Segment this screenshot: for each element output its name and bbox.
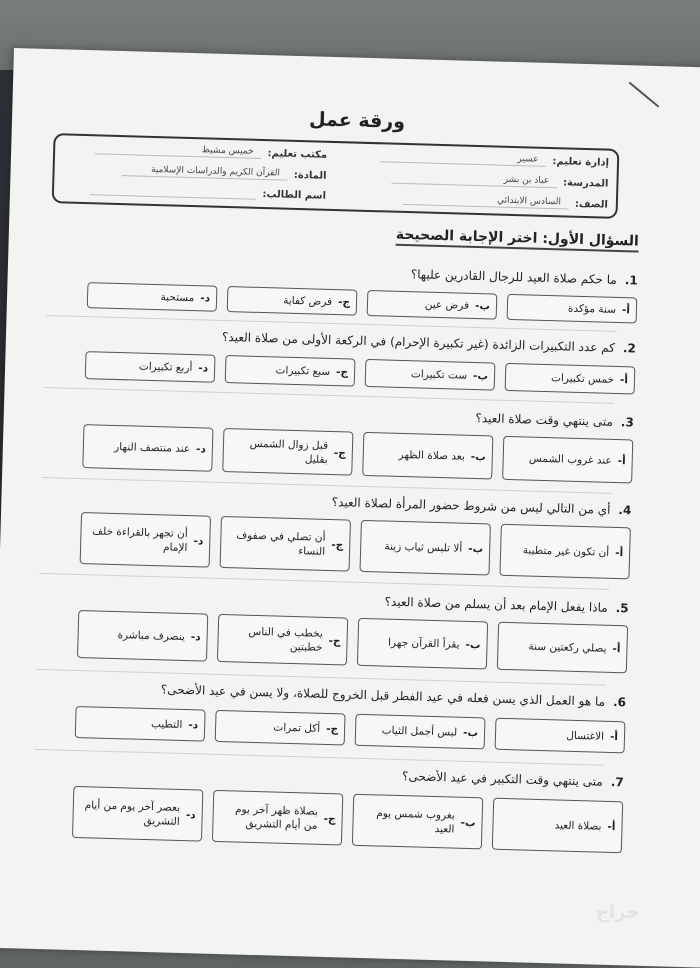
question-number: 5. bbox=[615, 601, 629, 616]
education-admin-value: عسير bbox=[380, 150, 546, 167]
option-letter: د- bbox=[193, 535, 204, 548]
education-office-value: خميس مشيط bbox=[96, 142, 262, 159]
option-text: لبس أجمل الثياب bbox=[381, 724, 458, 739]
option-text: يقرأ القرآن جهرا bbox=[387, 636, 460, 651]
student-name-value[interactable] bbox=[90, 193, 256, 200]
option-b[interactable] bbox=[355, 714, 486, 750]
option-letter: د- bbox=[198, 362, 209, 375]
option-letter: د- bbox=[190, 631, 201, 644]
options-row-6 bbox=[75, 706, 626, 753]
options-row-7 bbox=[72, 786, 623, 853]
question-text: ما حكم صلاة العيد للرجال القادرين عليها؟ bbox=[410, 267, 618, 287]
option-letter: ج- bbox=[328, 634, 341, 648]
subject-label: المادة: bbox=[293, 169, 327, 182]
option-letter: د- bbox=[200, 292, 211, 305]
option-letter: ج- bbox=[333, 446, 346, 460]
option-a[interactable] bbox=[507, 294, 638, 324]
option-text: ينصرف مباشرة bbox=[117, 629, 186, 643]
option-c[interactable] bbox=[215, 710, 346, 746]
option-c[interactable] bbox=[212, 790, 343, 846]
option-text: ألا تلبس ثياب زينة bbox=[384, 540, 463, 555]
watermark-logo: حراج bbox=[596, 902, 640, 923]
option-letter: ب- bbox=[468, 542, 484, 556]
option-letter: ب- bbox=[465, 638, 481, 652]
option-letter: ب- bbox=[460, 816, 476, 830]
subject-value: القرآن الكريم والدراسات الإسلامية bbox=[122, 164, 288, 181]
question-2 bbox=[222, 330, 636, 356]
option-text: سبع تكبيرات bbox=[275, 364, 331, 378]
option-letter: ب- bbox=[472, 369, 489, 383]
option-letter: أ- bbox=[615, 546, 624, 560]
option-d[interactable] bbox=[75, 706, 206, 742]
grade-value: السادس الابتدائي bbox=[403, 193, 569, 210]
option-text: الاغتسال bbox=[566, 729, 605, 743]
question-number: 3. bbox=[620, 415, 634, 430]
option-d[interactable] bbox=[85, 351, 216, 383]
option-text: عند غروب الشمس bbox=[528, 452, 612, 467]
option-text: أربع تكبيرات bbox=[138, 360, 193, 375]
question-text: متى ينتهي وقت صلاة العيد؟ bbox=[475, 411, 614, 429]
question-number: 2. bbox=[622, 341, 637, 356]
option-letter: د- bbox=[188, 719, 199, 732]
school-label: المدرسة: bbox=[562, 177, 609, 190]
option-text: خمس تكبيرات bbox=[550, 372, 615, 386]
option-text: عند منتصف النهار bbox=[114, 440, 191, 455]
worksheet-paper bbox=[0, 48, 700, 968]
pen-mark bbox=[629, 82, 660, 108]
option-letter: ج- bbox=[337, 296, 351, 309]
option-a[interactable] bbox=[497, 622, 628, 674]
education-office-label: مكتب تعليم: bbox=[267, 148, 328, 161]
option-text: مستحبة bbox=[160, 291, 195, 305]
separator bbox=[37, 669, 607, 686]
option-letter: ج- bbox=[335, 366, 349, 379]
options-row-1 bbox=[87, 282, 638, 323]
option-letter: ب- bbox=[462, 726, 479, 740]
option-letter: ب- bbox=[474, 299, 491, 313]
subject-field bbox=[122, 164, 327, 182]
option-letter: د- bbox=[185, 809, 196, 822]
option-text: أن تكون غير متطيبة bbox=[522, 544, 610, 559]
options-row-2 bbox=[85, 351, 636, 394]
option-text: فرض عين bbox=[424, 298, 470, 312]
education-office-field bbox=[96, 142, 328, 160]
option-letter: ج- bbox=[331, 538, 344, 552]
question-number: 4. bbox=[618, 503, 632, 518]
education-admin-field bbox=[380, 150, 609, 168]
option-d[interactable] bbox=[80, 512, 211, 568]
option-a[interactable] bbox=[502, 436, 633, 484]
option-text: بعصر آخر يوم من أيام التشريق bbox=[84, 799, 181, 828]
student-name-label: اسم الطالب: bbox=[262, 188, 327, 202]
info-box bbox=[52, 133, 620, 219]
question-text: أي من التالي ليس من شروط حضور المرأة لصلاة العيد؟ bbox=[331, 495, 611, 517]
option-letter: أ- bbox=[607, 820, 616, 834]
section-title: السؤال الأول: اختر الإجابة الصحيحة bbox=[396, 227, 639, 253]
option-text: يصلي ركعتين سنة bbox=[528, 640, 607, 655]
options-row-3 bbox=[82, 424, 633, 483]
question-5 bbox=[384, 595, 628, 616]
option-text: ست تكبيرات bbox=[410, 368, 468, 382]
options-row-4 bbox=[80, 512, 631, 579]
option-letter: د- bbox=[195, 443, 207, 456]
option-c[interactable] bbox=[225, 355, 356, 387]
option-text: أكل تمرات bbox=[273, 721, 321, 735]
option-b[interactable] bbox=[362, 432, 493, 480]
option-letter: ج- bbox=[323, 812, 336, 826]
school-value: عباد بن بشر bbox=[391, 172, 557, 189]
option-text: أن تجهر بالقراءة خلف الإمام bbox=[92, 525, 188, 555]
option-letter: أ- bbox=[621, 303, 631, 317]
option-c[interactable] bbox=[227, 286, 358, 316]
option-d[interactable] bbox=[72, 786, 203, 842]
option-b[interactable] bbox=[352, 794, 483, 850]
question-text: ماذا يفعل الإمام بعد أن يسلم من صلاة العيد؟ bbox=[384, 594, 608, 615]
option-text: قبل زوال الشمس بقليل bbox=[249, 437, 329, 466]
question-text: متى ينتهي وقت التكبير في عيد الأضحى؟ bbox=[401, 769, 604, 789]
option-text: أن تصلي في صفوف النساء bbox=[236, 529, 326, 558]
option-b[interactable] bbox=[360, 520, 491, 576]
question-7 bbox=[402, 769, 624, 789]
question-text: كم عدد التكبيرات الزائدة (غير تكبيرة الإحرام) في الركعة الأولى من صلاة العيد؟ bbox=[221, 329, 616, 355]
option-b[interactable] bbox=[365, 359, 496, 391]
separator bbox=[34, 749, 604, 766]
question-4 bbox=[332, 495, 632, 517]
option-letter: ج- bbox=[326, 722, 339, 736]
option-c[interactable] bbox=[222, 428, 353, 476]
grade-field bbox=[403, 193, 608, 211]
option-text: بصلاة العيد bbox=[554, 819, 602, 833]
option-text: سنة مؤكدة bbox=[567, 302, 617, 316]
option-text: بعد صلاة الظهر bbox=[398, 448, 466, 463]
question-number: 6. bbox=[612, 694, 627, 710]
question-6 bbox=[161, 682, 627, 709]
option-d[interactable] bbox=[77, 610, 208, 662]
option-text: بصلاة ظهر آخر يوم من أيام التشريق bbox=[234, 803, 319, 832]
option-d[interactable] bbox=[82, 424, 213, 472]
options-row-5 bbox=[77, 610, 628, 673]
option-letter: أ- bbox=[609, 730, 619, 744]
option-text: يخطب في الناس خطبتين bbox=[248, 625, 323, 654]
grade-label: الصف: bbox=[574, 198, 608, 211]
option-b[interactable] bbox=[357, 618, 488, 670]
school-field bbox=[391, 172, 609, 190]
option-letter: أ- bbox=[617, 454, 626, 468]
question-3 bbox=[475, 411, 634, 429]
option-text: فرض كفاية bbox=[283, 294, 333, 308]
option-c[interactable] bbox=[217, 614, 348, 666]
education-admin-label: إدارة تعليم: bbox=[552, 156, 610, 169]
option-a[interactable] bbox=[495, 718, 626, 754]
option-a[interactable] bbox=[492, 798, 623, 854]
option-text: بغروب شمس يوم العيد bbox=[376, 807, 455, 836]
worksheet-title: ورقة عمل bbox=[308, 108, 406, 133]
option-d[interactable] bbox=[87, 282, 218, 312]
question-1 bbox=[411, 267, 638, 287]
option-a[interactable] bbox=[499, 524, 630, 580]
option-a[interactable] bbox=[505, 363, 636, 395]
option-b[interactable] bbox=[367, 290, 498, 320]
question-number: 7. bbox=[610, 774, 624, 790]
option-letter: أ- bbox=[612, 642, 621, 656]
option-letter: ب- bbox=[470, 450, 486, 464]
question-text: ما هو العمل الذي يسن فعله في عيد الفطر قبل الخروج للصلاة، ولا يسن في عيد الأضحى؟ bbox=[160, 682, 606, 709]
student-name-field[interactable] bbox=[90, 184, 326, 202]
option-c[interactable] bbox=[220, 516, 351, 572]
question-number: 1. bbox=[624, 273, 638, 288]
option-letter: أ- bbox=[619, 373, 629, 387]
option-text: التطيب bbox=[150, 717, 183, 731]
